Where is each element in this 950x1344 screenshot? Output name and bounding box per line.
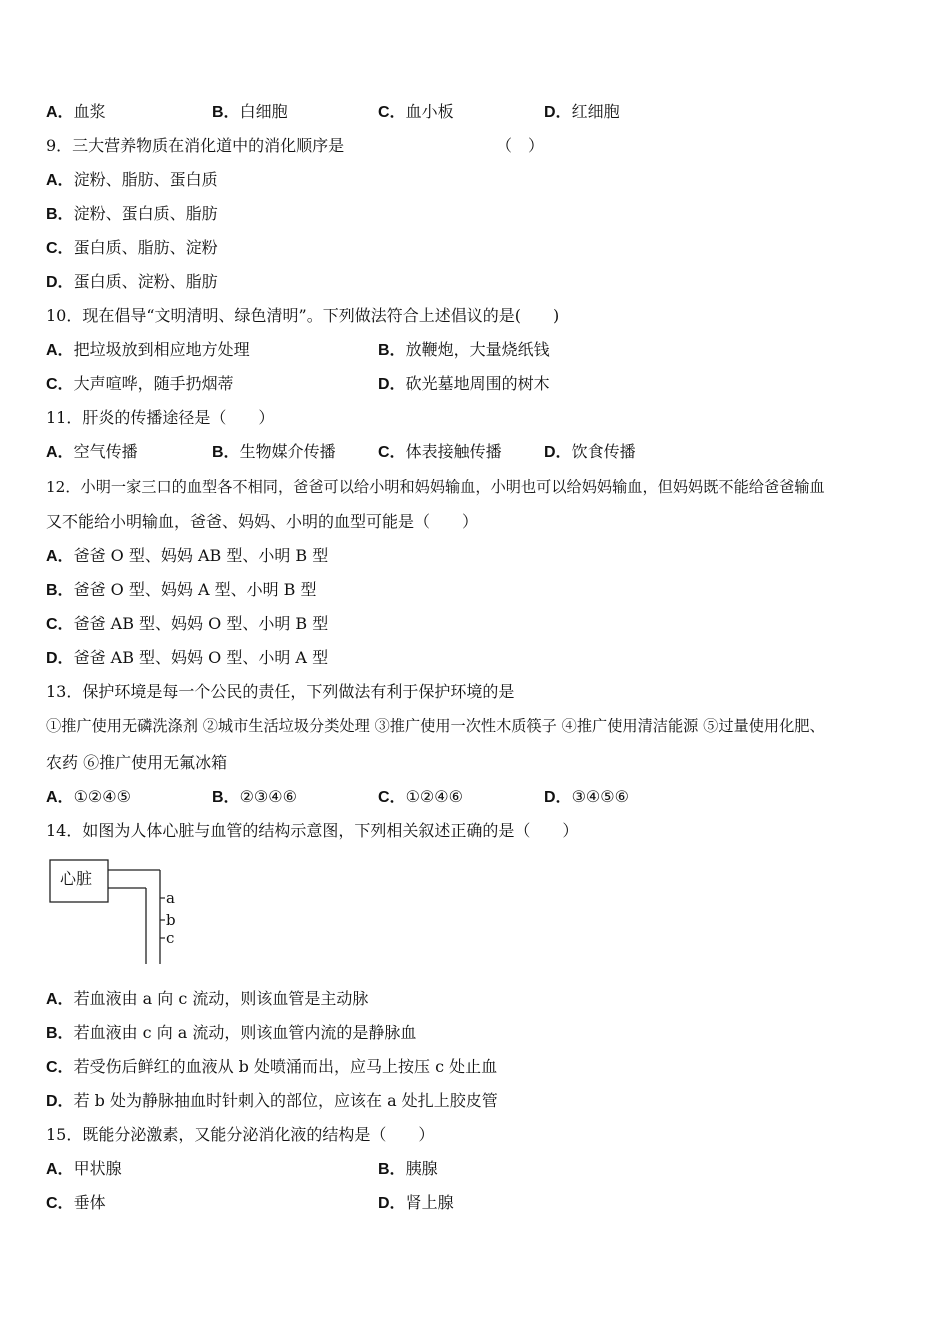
q9-option-a: A．淀粉、脂肪、蛋白质 [46, 170, 218, 189]
q10-option-d: D．砍光墓地周围的树木 [378, 374, 550, 393]
q9-option-d: D．蛋白质、淀粉、脂肪 [46, 272, 218, 291]
q8-option-d: D．红细胞 [544, 102, 620, 121]
q11-option-d: D．饮食传播 [544, 442, 636, 461]
q14-stem: 14．如图为人体心脏与血管的结构示意图，下列相关叙述正确的是（ ） [46, 821, 579, 840]
q13-option-b: B．②③④⑥ [212, 787, 297, 806]
q12-stem-line1: 12．小明一家三口的血型各不相同，爸爸可以给小明和妈妈输血，小明也可以给妈妈输血，但妈妈既不能给爸爸输血 [46, 478, 825, 496]
q12-option-a: A．爸爸 O 型、妈妈 AB 型、小明 B 型 [46, 546, 329, 565]
q11-stem: 11．肝炎的传播途径是（ ） [46, 408, 275, 427]
q13-option-a: A．①②④⑤ [46, 787, 131, 806]
q12-option-b: B．爸爸 O 型、妈妈 A 型、小明 B 型 [46, 580, 317, 599]
q14-option-a: A．若血液由 a 向 c 流动，则该血管是主动脉 [46, 989, 369, 1008]
q13-stem: 13．保护环境是每一个公民的责任，下列做法有利于保护环境的是 [46, 682, 515, 701]
q13-option-d: D．③④⑤⑥ [544, 787, 629, 806]
q15-option-a: A．甲状腺 [46, 1159, 122, 1178]
q10-option-c: C．大声喧哗，随手扔烟蒂 [46, 374, 234, 393]
q15-option-d: D．肾上腺 [378, 1193, 454, 1212]
q12-option-c: C．爸爸 AB 型、妈妈 O 型、小明 B 型 [46, 614, 329, 633]
q10-option-a: A．把垃圾放到相应地方处理 [46, 340, 250, 359]
q14-option-d: D．若 b 处为静脉抽血时针刺入的部位，应该在 a 处扎上胶皮管 [46, 1091, 498, 1110]
q15-stem: 15．既能分泌激素，又能分泌消化液的结构是（ ） [46, 1125, 435, 1144]
q9-answer-paren: （ ） [496, 136, 545, 155]
q9-option-b: B．淀粉、蛋白质、脂肪 [46, 204, 218, 223]
heart-label: 心脏 [60, 869, 93, 888]
q12-stem-line2: 又不能给小明输血，爸爸、妈妈、小明的血型可能是（ ） [46, 512, 479, 531]
q11-option-c: C．体表接触传播 [378, 442, 502, 461]
q9-option-c: C．蛋白质、脂肪、淀粉 [46, 238, 218, 257]
q11-option-a: A．空气传播 [46, 442, 138, 461]
q10-option-b: B．放鞭炮，大量烧纸钱 [378, 340, 550, 359]
q13-option-c: C．①②④⑥ [378, 787, 463, 806]
q12-option-d: D．爸爸 AB 型、妈妈 O 型、小明 A 型 [46, 648, 329, 667]
q8-option-c: C．血小板 [378, 102, 454, 121]
q8-option-b: B．白细胞 [212, 102, 288, 121]
heart-vessel-diagram [48, 858, 198, 968]
q15-option-c: C．垂体 [46, 1193, 106, 1212]
point-c-label: c [166, 929, 175, 947]
q9-stem: 9．三大营养物质在消化道中的消化顺序是 [46, 136, 345, 155]
point-b-label: b [166, 911, 176, 929]
q13-items-line1: ①推广使用无磷洗涤剂 ②城市生活垃圾分类处理 ③推广使用一次性木质筷子 ④推广使用清洁能源 ⑤过量使用化肥、 [46, 717, 825, 735]
q8-option-a: A．血浆 [46, 102, 106, 121]
q15-option-b: B．胰腺 [378, 1159, 438, 1178]
q10-stem: 10．现在倡导“文明清明、绿色清明”。下列做法符合上述倡议的是( ) [46, 306, 560, 325]
q14-option-c: C．若受伤后鲜红的血液从 b 处喷涌而出，应马上按压 c 处止血 [46, 1057, 498, 1076]
q11-option-b: B．生物媒介传播 [212, 442, 336, 461]
q13-items-line2: 农药 ⑥推广使用无氟冰箱 [46, 753, 228, 772]
q14-option-b: B．若血液由 c 向 a 流动，则该血管内流的是静脉血 [46, 1023, 417, 1042]
point-a-label: a [166, 889, 175, 907]
